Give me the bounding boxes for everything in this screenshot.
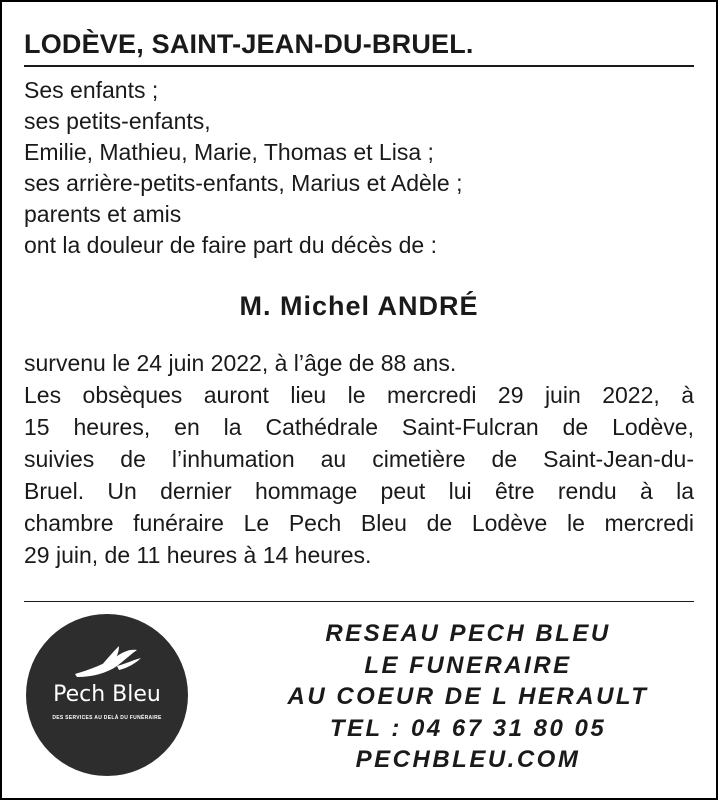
announcement-line: ses arrière-petits-enfants, Marius et Adèle ; xyxy=(24,170,463,196)
details-line: 29 juin, de 11 heures à 14 heures. xyxy=(24,542,372,568)
family-announcement xyxy=(24,75,462,261)
location-heading: LODÈVE, SAINT-JEAN-DU-BRUEL. xyxy=(24,29,474,59)
details-line: Les obsèques auront lieu le mercredi 29 juin 2022, à xyxy=(24,382,694,408)
heading-divider xyxy=(24,65,694,67)
footer-divider xyxy=(24,601,694,602)
logo-wordmark: Pech Bleu xyxy=(53,682,161,707)
announcement-line: ont la douleur de faire part du décès de : xyxy=(24,232,438,258)
announcement-line: Emilie, Mathieu, Marie, Thomas et Lisa ; xyxy=(24,139,434,165)
announcement-line: parents et amis xyxy=(24,201,182,227)
details-line: suivies de l’inhumation au cimetière de Saint-Jean-du- xyxy=(24,446,694,472)
pech-bleu-logo xyxy=(26,614,188,776)
logo-tagline: DES SERVICES AU DELÀ DU FUNÉRAIRE xyxy=(52,715,162,721)
funeral-home-contact xyxy=(232,618,704,776)
phone-number: TEL : 04 67 31 80 05 xyxy=(329,714,607,742)
details-line: Bruel. Un dernier hommage peut lui être rendu à la xyxy=(24,478,694,504)
announcement-line: Ses enfants ; xyxy=(24,77,159,103)
details-line: survenu le 24 juin 2022, à l’âge de 88 ans. xyxy=(24,350,457,376)
contact-line: LE FUNERAIRE xyxy=(364,651,572,679)
deceased-name: M. Michel ANDRÉ xyxy=(239,291,479,321)
contact-line: AU COEUR DE L HERAULT xyxy=(287,683,649,710)
funeral-details xyxy=(24,347,694,571)
announcement-line: ses petits-enfants, xyxy=(24,108,211,134)
details-line: 15 heures, en la Cathédrale Saint-Fulcran de Lodève, xyxy=(24,414,694,440)
website: PECHBLEU.COM xyxy=(355,746,581,773)
details-line: chambre funéraire Le Pech Bleu de Lodève le mercredi xyxy=(24,510,694,536)
contact-line: RESEAU PECH BLEU xyxy=(325,620,611,647)
